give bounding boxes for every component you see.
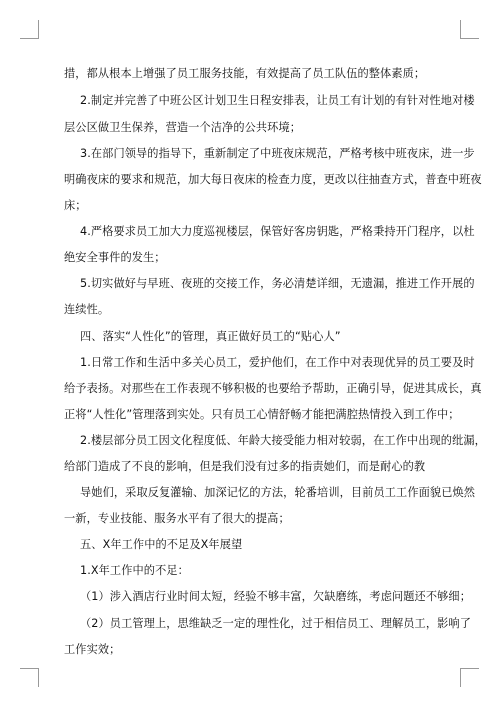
text-line: 措，都从根本上增强了员工服务技能，有效提高了员工队伍的整体素质； [64,67,426,80]
section-heading: 五、X年工作中的不足及X年展望 [80,538,243,551]
crop-mark-bottom-left [20,668,39,687]
text-line: 一新，专业技能、服务水平有了很大的提高； [64,512,290,525]
text-line: 给部门造成了不良的影响，但是我们没有过多的指责她们，而是耐心的教 [64,460,426,473]
subsection-heading: 1.X年工作中的不足： [80,564,189,577]
crop-mark-top-right [460,20,479,39]
crop-mark-top-left [20,20,39,39]
text-line: 正将“人性化”管理落到实处。只有员工心情舒畅才能把满腔热情投入到工作中； [64,408,460,421]
text-line: 绝安全事件的发生； [64,251,166,264]
text-line: 3.在部门领导的指导下，重新制定了中班夜床规范，严格考核中班夜床，进一步 [80,147,475,160]
section-heading: 四、落实“人性化”的管理，真正做好员工的“贴心人” [80,330,341,343]
text-line: 连续性。 [64,303,110,316]
text-line: 明确夜床的要求和规范，加大每日夜床的检查力度，更改以往抽查方式，普查中班夜 [64,173,482,186]
text-line: （2）员工管理上，思维缺乏一定的理性化，过于相信员工、理解员工，影响了 [80,617,471,630]
text-line: 床； [64,199,87,212]
text-line: 5.切实做好与早班、夜班的交接工作，务必清楚详细，无遗漏，推进工作开展的 [80,277,475,290]
text-line: 2.制定并完善了中班公区计划卫生日程安排表，让员工有计划的有针对性地对楼 [80,94,475,107]
text-line: 2.楼层部分员工因文化程度低、年龄大接受能力相对较弱，在工作中出现的纰漏， [80,434,486,447]
crop-mark-bottom-right [460,668,479,687]
text-line: 层公区做卫生保养，营造一个洁净的公共环境； [64,121,302,134]
text-line: 1.日常工作和生活中多关心员工，爱护他们，在工作中对表现优异的员工要及时 [80,356,475,369]
text-line: （1）涉入酒店行业时间太短，经验不够丰富，欠缺磨练，考虑问题还不够细； [80,590,471,603]
text-line: 工作实效； [64,643,121,656]
text-line: 给予表扬。对那些在工作表现不够积极的也要给予帮助，正确引导，促进其成长，真 [64,382,482,395]
text-line: 导她们，采取反复灌输、加深记忆的方法，轮番培训，目前员工工作面貌已焕然 [80,486,476,499]
text-line: 4.严格要求员工加大力度巡视楼层，保管好客房钥匙，严格秉持开门程序，以杜 [80,225,475,238]
